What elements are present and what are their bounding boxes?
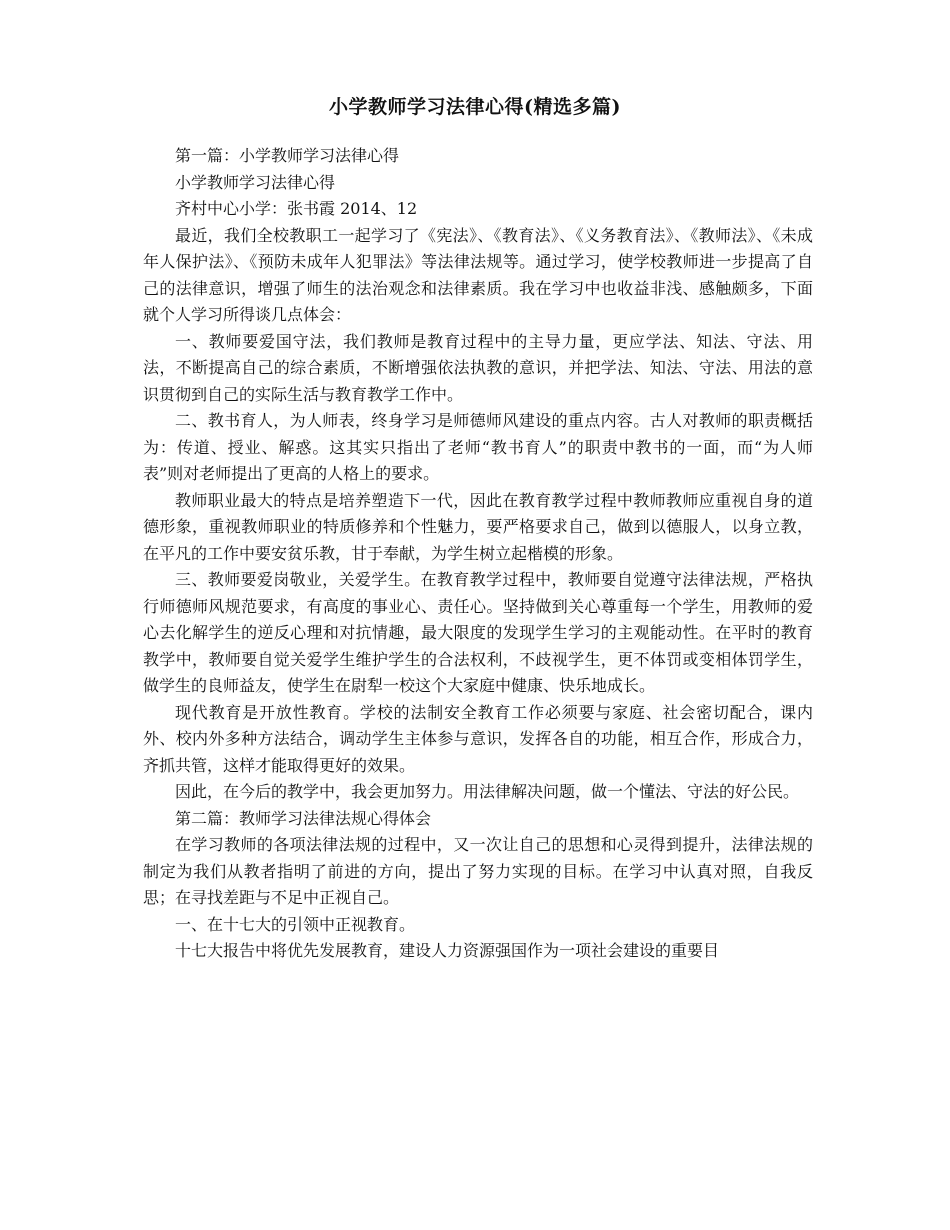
paragraph: 十七大报告中将优先发展教育，建设人力资源强国作为一项社会建设的重要目: [175, 941, 720, 960]
paragraph: 因此，在今后的教学中，我会更加努力。用法律解决问题，做一个懂法、守法的好公民。: [175, 782, 800, 801]
document-title: 小学教师学习法律心得(精选多篇): [329, 96, 621, 118]
paragraph-heading-part-2: 第二篇：教师学习法律法规心得体会: [175, 808, 432, 828]
paragraph: 二、教书育人，为人师表，终身学习是师德师风建设的重点内容。古人对教师的职责概括为：传道、授业、解惑。这其实只指出了老师“教书育人”的职责中教书的一面，而“为人师表”则对老师提出了更高的人格上的要求。: [143, 411, 813, 483]
paragraph: 一、教师要爱国守法，我们教师是教育过程中的主导力量，更应学法、知法、守法、用法，不断提高自己的综合素质，不断增强依法执教的意识，并把学法、知法、守法、用法的意识贯彻到自己的实际生活与教育教学工作中。: [143, 331, 813, 404]
paragraph: 最近，我们全校教职工一起学习了《宪法》、《教育法》、《义务教育法》、《教师法》、《未成年人保护法》、《预防未成年人犯罪法》等法律法规等。通过学习，使学校教师进一步提高了自己的法律意识，增强了师生的法治观念和法律素质。我在学习中也收益非浅、感触颇多，下面就个人学习所得谈几点体会：: [143, 225, 813, 324]
paragraph: 教师职业最大的特点是培养塑造下一代，因此在教育教学过程中教师教师应重视自身的道德形象，重视教师职业的特质修养和个性魅力，要严格要求自己，做到以德服人，以身立教，在平凡的工作中要安贫乐教，甘于奉献，为学生树立起楷模的形象。: [143, 490, 813, 563]
paragraph-section-heading: 一、在十七大的引领中正视教育。: [175, 914, 416, 934]
paragraph: 三、教师要爱岗敬业，关爱学生。在教育教学过程中，教师要自觉遵守法律法规，严格执行师德师风规范要求，有高度的事业心、责任心。坚持做到关心尊重每一个学生，用教师的爱心去化解学生的逆反心理和对抗情趣，最大限度的发现学生学习的主观能动性。在平时的教育教学中，教师要自觉关爱学生维护学生的合法权利，不歧视学生，更不体罚或变相体罚学生，做学生的良师益友，使学生在尉犁一校这个大家庭中健康、快乐地成长。: [143, 570, 813, 695]
paragraph: 在学习教师的各项法律法规的过程中，又一次让自己的思想和心灵得到提升，法律法规的制定为我们从教者指明了前进的方向，提出了努力实现的目标。在学习中认真对照，自我反思；在寻找差距与不足中正视自己。: [143, 835, 813, 907]
paragraph-author-line: 齐村中心小学：张书霞 2014、12: [175, 199, 418, 218]
paragraph-subtitle: 小学教师学习法律心得: [175, 172, 336, 192]
paragraph-heading-part-1: 第一篇：小学教师学习法律心得: [175, 146, 400, 165]
document-body: [143, 143, 813, 965]
paragraph: 现代教育是开放性教育。学校的法制安全教育工作必须要与家庭、社会密切配合，课内外、校内外多种方法结合，调动学生主体参与意识，发挥各自的功能，相互合作，形成合力，齐抓共管，这样才能取得更好的效果。: [143, 702, 813, 775]
